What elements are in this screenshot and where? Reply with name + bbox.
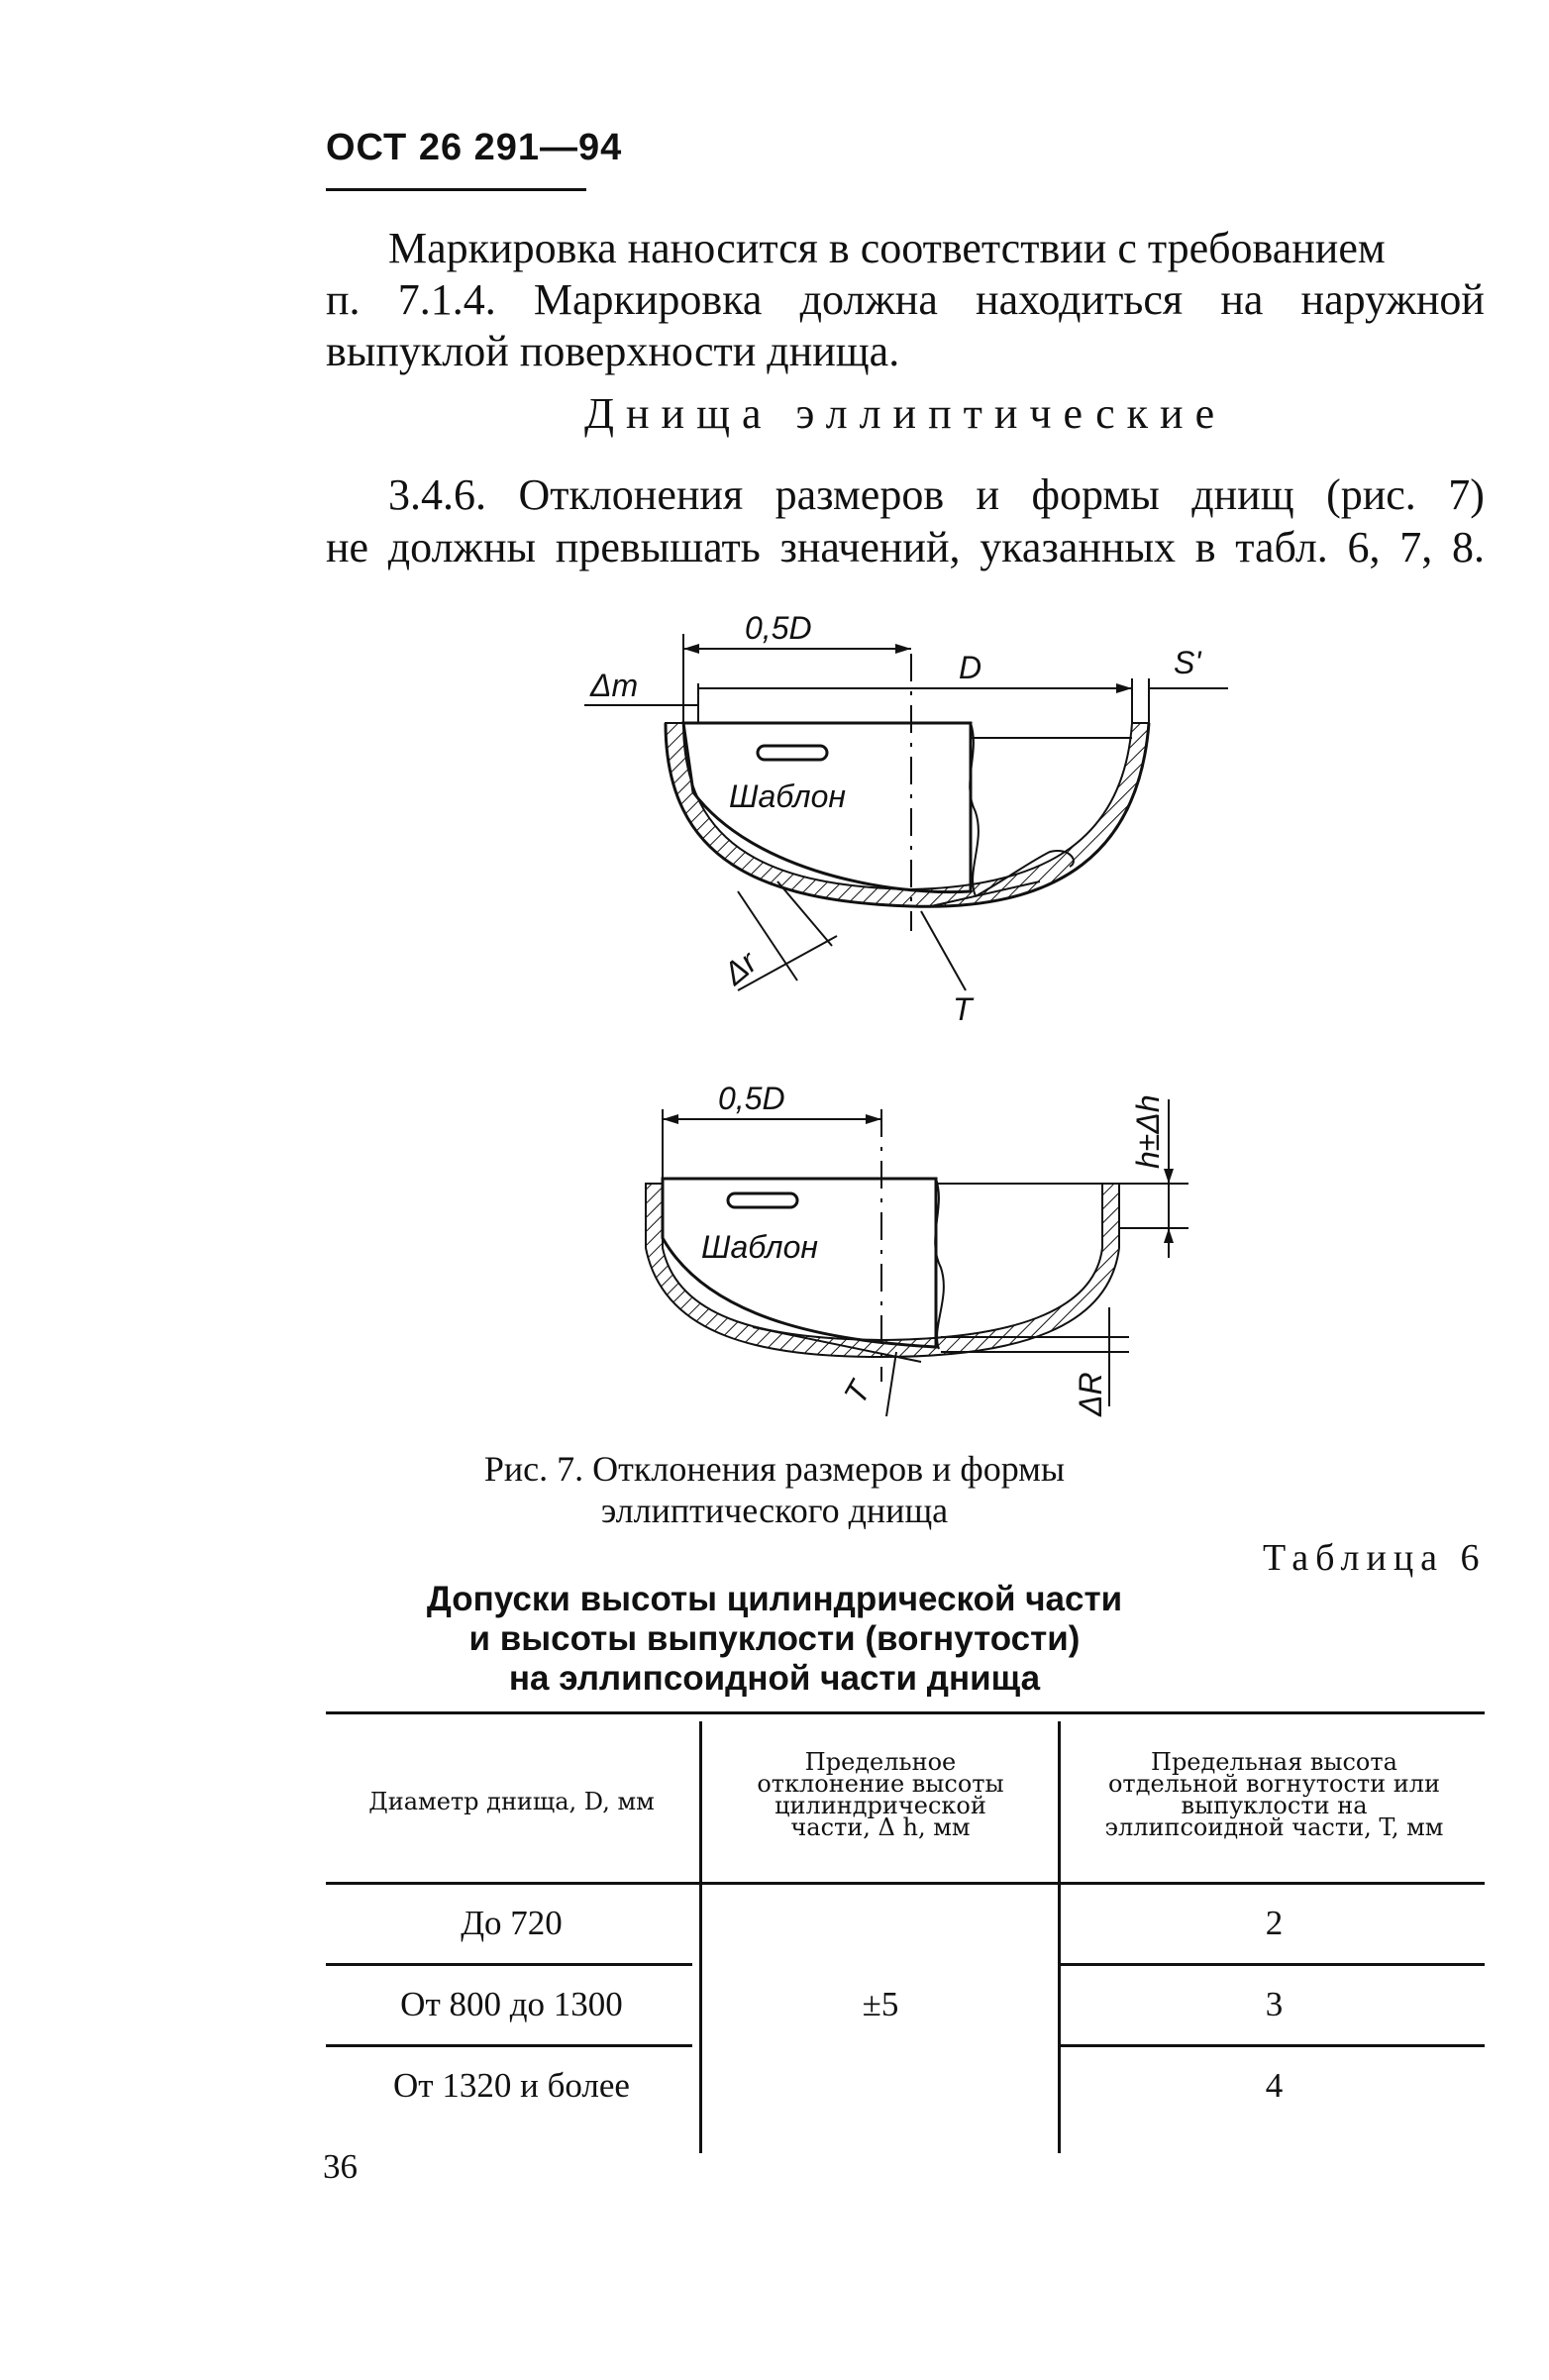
header-line: выпуклости на xyxy=(1181,1792,1368,1819)
cell-height: 2 xyxy=(1265,1904,1284,1942)
top-head-outer xyxy=(666,723,1149,906)
section-heading: Днища эллиптические xyxy=(584,389,1227,438)
table-label: Таблица 6 xyxy=(1263,1537,1487,1579)
cell-height: 3 xyxy=(1265,1985,1284,2023)
table-header-rule xyxy=(326,1882,1485,1885)
bottom-template-slot xyxy=(728,1193,797,1207)
cell-diameter: До 720 xyxy=(461,1904,563,1942)
top-diagram xyxy=(584,610,1228,1027)
top-template-label: Шаблон xyxy=(729,778,846,814)
top-label-half-diameter: 0,5D xyxy=(745,610,812,646)
word: и xyxy=(976,470,1000,519)
header-line: части, Δ h, мм xyxy=(790,1813,971,1841)
row-divider xyxy=(1061,2044,1485,2047)
column-divider xyxy=(699,1721,702,2153)
header-line: Предельная высота xyxy=(1151,1748,1397,1776)
header-line: цилиндрической xyxy=(774,1792,986,1819)
word: (рис. xyxy=(1326,470,1416,519)
marking-line-1: Маркировка наносится в соответствии с требованием xyxy=(388,224,1386,272)
word: 7.1.4. xyxy=(397,275,496,324)
cell-height: 4 xyxy=(1265,2066,1284,2105)
table-title-line-2: и высоты выпуклости (вогнутости) xyxy=(468,1619,1081,1658)
page-number: 36 xyxy=(323,2147,358,2186)
template-slot xyxy=(758,746,827,760)
header-line: отдельной вогнутости или xyxy=(1107,1770,1441,1798)
word: не xyxy=(326,523,369,571)
word: указанных xyxy=(980,523,1177,571)
header-convexity xyxy=(1064,1748,1485,1841)
row-divider xyxy=(1061,1963,1485,1966)
bottom-diagram xyxy=(646,1081,1188,1417)
bottom-label-half-diameter: 0,5D xyxy=(718,1081,785,1116)
word: наружной xyxy=(1300,275,1485,324)
standard-code: ОСТ 26 291—94 xyxy=(326,127,623,168)
cell-diameter: От 1320 и более xyxy=(393,2066,630,2105)
word: в xyxy=(1194,523,1216,571)
bottom-template-label: Шаблон xyxy=(701,1229,818,1265)
table-top-rule xyxy=(326,1711,1485,1714)
column-divider xyxy=(1058,1721,1061,2153)
header-line: Диаметр днища, D, мм xyxy=(368,1788,655,1815)
top-label-dr: Δr xyxy=(716,944,765,992)
bottom-label-h: h±Δh xyxy=(1130,1094,1166,1169)
word: табл. xyxy=(1235,523,1328,571)
word: формы xyxy=(1031,470,1160,519)
header-line: Предельное xyxy=(804,1748,957,1776)
top-label-wall: S' xyxy=(1174,645,1201,680)
header-line: эллипсоидной части, T, мм xyxy=(1104,1813,1444,1841)
word: 3.4.6. xyxy=(388,470,486,519)
word: находиться xyxy=(976,275,1184,324)
top-label-dm: Δm xyxy=(590,668,639,703)
figure-caption-line-2: эллиптического днища xyxy=(600,1491,949,1530)
word: значений, xyxy=(779,523,961,571)
cell-tolerance: ±5 xyxy=(862,1985,899,2023)
word: должны xyxy=(387,523,537,571)
bottom-label-dR: ΔR xyxy=(1073,1372,1108,1416)
top-head-wall xyxy=(666,723,1149,906)
word: на xyxy=(1220,275,1264,324)
word: 8. xyxy=(1451,523,1485,571)
word: днищ xyxy=(1191,470,1294,519)
header-tolerance xyxy=(705,1748,1056,1841)
cell-diameter: От 800 до 1300 xyxy=(400,1985,623,2023)
word: Отклонения xyxy=(518,470,744,519)
top-label-t: T xyxy=(953,991,973,1027)
figure-caption-line-1: Рис. 7. Отклонения размеров и формы xyxy=(483,1449,1066,1489)
word: Маркировка xyxy=(533,275,763,324)
top-label-diameter: D xyxy=(959,650,982,685)
row-divider xyxy=(326,1963,692,1966)
bottom-label-t: T xyxy=(836,1375,878,1410)
marking-line-3: выпуклой поверхности днища. xyxy=(326,327,900,375)
row-divider xyxy=(326,2044,692,2047)
header-line: отклонение высоты xyxy=(757,1770,1004,1798)
word: 6, xyxy=(1347,523,1381,571)
table-title-line-3: на эллипсоидной части днища xyxy=(508,1659,1041,1698)
word: должна xyxy=(799,275,938,324)
word: размеров xyxy=(774,470,945,519)
table-title-line-1: Допуски высоты цилиндрической части xyxy=(426,1580,1123,1618)
word: 7, xyxy=(1399,523,1433,571)
word: превышать xyxy=(555,523,761,571)
header-diameter xyxy=(326,1788,697,1815)
word: 7) xyxy=(1448,470,1485,519)
word: п. xyxy=(326,275,361,324)
